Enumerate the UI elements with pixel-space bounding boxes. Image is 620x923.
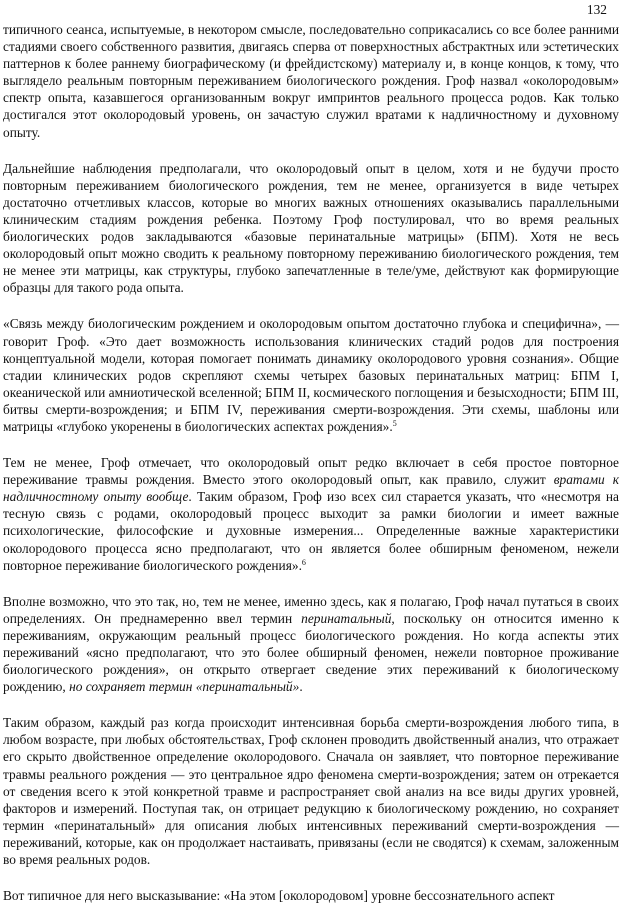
paragraph-3-text: «Связь между биологическим рождением и околородовым опытом достаточно глубока и специфична», — говорит Гроф. «Это дает возможность использования клинических стадий родов для построения концептуальной модели, которая помогает понимать динамику околородового уровня сознания». Общие стадии клинических родов скрепляют схемы четырех базовых перинатальных матриц: БПМ I, океанической или амниотической вселенной; БПМ II, космического поглощения и безысходности; БПМ III, битвы смерти-возрождения; и БПМ IV, переживания смерти-возрождения. Эти схемы, шаблоны или матрицы «глубоко укоренены в биологических аспектах рождения». — [3, 316, 619, 434]
footnote-marker-5[interactable]: 5 — [392, 418, 397, 428]
paragraph-5-italic-b: но сохраняет термин «перинатальный» — [69, 679, 300, 695]
paragraph-5-italic-a: перинатальный — [301, 610, 392, 626]
paragraph-2 — [3, 160, 619, 297]
page-number: 132 — [586, 2, 607, 17]
paragraph-1-text: типичного сеанса, испытуемые, в некотором смысле, последовательно соприкасались со все более ранними стадиями своего собственного развития, двигаясь сперва от поверхностных абстрактных или эстетических паттернов к более раннему биографическому (и фрейдистскому) материалу и, в конце концов, к тому, что выглядело реальным повторным переживанием биологического рождения. Гроф назвал «околородовым» спектр опыта, казавшегося организованным вокруг импринтов реального процесса родов. Как только достигался этот околородовый уровень, он зачастую служил вратами к надличностному и духовному опыту. — [3, 22, 619, 140]
paragraph-5-text-c: . — [299, 679, 303, 695]
paragraph-4-text-b: . Таким образом, Гроф изо всех сил старается указать, что «несмотря на тесную связь с родами, околородовый процесс выходит за рамки биологии и имеет важные психологические, философские и духовные измерения... Определенные важные характеристики околородового процесса ясно предполагают, что он является более обширным феноменом, нежели повторное переживание биологического рождения». — [3, 489, 619, 573]
paragraph-4-text-a: Тем не менее, Гроф отмечает, что околородовый опыт редко включает в себя простое повторное переживание травмы рождения. Вместо этого околородовый опыт, как правило, служит — [3, 455, 619, 488]
paragraph-5 — [3, 593, 619, 696]
paragraph-6-text: Таким образом, каждый раз когда происходит интенсивная борьба смерти-возрождения любого типа, в любом возрасте, при любых обстоятельствах, Гроф склонен проводить двойственный анализ, что отражает его скрыто двойственное определение околородового. Сначала он заявляет, что повторное переживание травмы реального рождения — это центральное ядро феномена смерти-возрождения; затем он отрекается от сведения всего к этой конкретной травме и распространяет свой анализ на все виды других уровней, факторов и измерений. Поступая так, он отрицает редукцию к биологическому рождению, но сохраняет термин «перинатальный» для описания любых интенсивных переживаний смерти-возрождения — переживаний, которые, как он продолжает настаивать, привязаны (если не сводятся) к схемам, заложенным во время реальных родов. — [3, 715, 619, 868]
paragraph-6 — [3, 714, 619, 868]
paragraph-4 — [3, 454, 619, 574]
paragraph-5-text-a: Вполне возможно, что это так, но, тем не менее, именно здесь, как я полагаю, Гроф начал путаться в своих определениях. Он преднамеренно ввел термин — [3, 593, 619, 626]
paragraph-2-text: Дальнейшие наблюдения предполагали, что околородовый опыт в целом, хотя и не будучи просто повторным переживанием биологического рождения, тем не менее, организуется в виде четырех достаточно отчетливых классов, которые во многих важных отношениях оказывались параллельными клиническим стадиям рождения ребенка. Поэтому Гроф постулировал, что во время реальных биологических родов закладываются «базовые перинатальные матрицы» (БПМ). Хотя не весь околородовый опыт можно сводить к реальному повторному переживанию биологического рождения, тем не менее эти матрицы, как структуры, глубоко запечатленные в теле/уме, действуют как формирующие образцы для такого рода опыта. — [3, 160, 619, 296]
paragraph-7 — [3, 887, 619, 904]
paragraph-1 — [3, 21, 619, 141]
footnote-marker-6[interactable]: 6 — [301, 557, 306, 567]
paragraph-5-text-b: , поскольку он относится именно к переживаниям, окружающим реальный процесс биологического рождения. Но когда аспекты этих переживаний «ясно предполагают, что это более обширный феномен, нежели повторное проживание биологического рождения», он открыто отвергает сведение этих переживаний к биологическому рождению, — [3, 610, 619, 695]
paragraph-3 — [3, 315, 619, 435]
paragraph-4-italic: вратами к надличностному опыту вообще — [3, 472, 619, 505]
paragraph-7-text: Вот типичное для него высказывание: «На этом [околородовом] уровне бессознательного аспект — [3, 888, 555, 904]
body-text — [3, 21, 619, 923]
